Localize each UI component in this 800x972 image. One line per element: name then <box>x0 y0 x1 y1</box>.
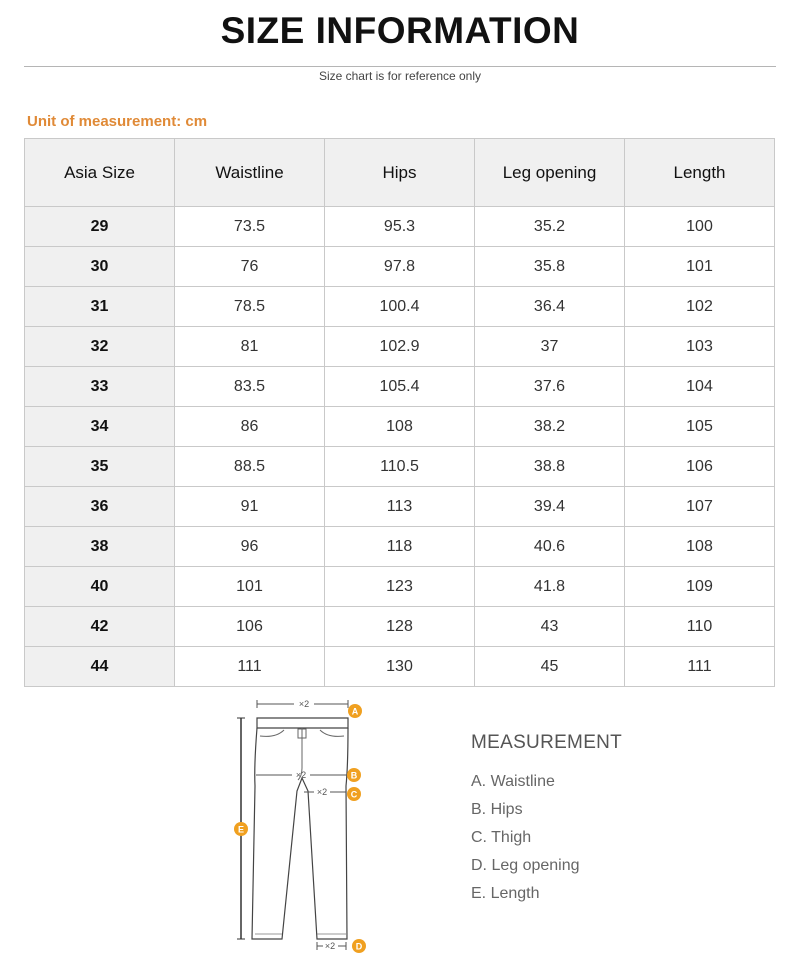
size-cell: 35 <box>25 447 175 487</box>
size-cell: 30 <box>25 247 175 287</box>
svg-text:A: A <box>351 706 359 717</box>
value-cell: 123 <box>325 567 475 607</box>
marker-c <box>347 787 361 801</box>
value-cell: 102.9 <box>325 327 475 367</box>
size-cell: 32 <box>25 327 175 367</box>
value-cell: 37.6 <box>475 367 625 407</box>
measurement-item: A. Waistline <box>471 773 555 790</box>
value-cell: 45 <box>475 647 625 687</box>
marker-d <box>352 939 366 953</box>
size-table <box>24 138 775 687</box>
value-cell: 108 <box>325 407 475 447</box>
table-row <box>25 447 775 487</box>
value-cell: 118 <box>325 527 475 567</box>
value-cell: 110 <box>625 607 775 647</box>
table-row <box>25 247 775 287</box>
value-cell: 95.3 <box>325 207 475 247</box>
value-cell: 40.6 <box>475 527 625 567</box>
table-row <box>25 527 775 567</box>
table-row <box>25 607 775 647</box>
value-cell: 108 <box>625 527 775 567</box>
value-cell: 104 <box>625 367 775 407</box>
value-cell: 38.8 <box>475 447 625 487</box>
size-cell: 38 <box>25 527 175 567</box>
value-cell: 109 <box>625 567 775 607</box>
value-cell: 107 <box>625 487 775 527</box>
table-row <box>25 567 775 607</box>
value-cell: 113 <box>325 487 475 527</box>
svg-text:C: C <box>350 789 358 800</box>
value-cell: 76 <box>175 247 325 287</box>
column-header: Asia Size <box>25 139 175 207</box>
column-header: Length <box>625 139 775 207</box>
value-cell: 97.8 <box>325 247 475 287</box>
title-divider <box>24 66 776 67</box>
multiplier-label: ×2 <box>316 787 328 797</box>
svg-text:E: E <box>237 824 245 835</box>
column-header: Hips <box>325 139 475 207</box>
value-cell: 86 <box>175 407 325 447</box>
table-header-row <box>25 139 775 207</box>
column-header: Waistline <box>175 139 325 207</box>
value-cell: 91 <box>175 487 325 527</box>
size-cell: 31 <box>25 287 175 327</box>
value-cell: 106 <box>625 447 775 487</box>
value-cell: 101 <box>625 247 775 287</box>
table-row <box>25 207 775 247</box>
table-row <box>25 367 775 407</box>
value-cell: 110.5 <box>325 447 475 487</box>
value-cell: 130 <box>325 647 475 687</box>
pants-diagram <box>224 696 384 962</box>
value-cell: 78.5 <box>175 287 325 327</box>
size-cell: 36 <box>25 487 175 527</box>
value-cell: 41.8 <box>475 567 625 607</box>
measurement-item: B. Hips <box>471 801 523 818</box>
value-cell: 101 <box>175 567 325 607</box>
value-cell: 81 <box>175 327 325 367</box>
table-row <box>25 487 775 527</box>
value-cell: 106 <box>175 607 325 647</box>
svg-text:B: B <box>350 770 358 781</box>
value-cell: 35.8 <box>475 247 625 287</box>
value-cell: 43 <box>475 607 625 647</box>
value-cell: 111 <box>175 647 325 687</box>
table-row <box>25 327 775 367</box>
unit-label: Unit of measurement: cm <box>27 113 208 130</box>
value-cell: 103 <box>625 327 775 367</box>
size-cell: 29 <box>25 207 175 247</box>
value-cell: 73.5 <box>175 207 325 247</box>
multiplier-label: ×2 <box>295 770 307 780</box>
measurement-list <box>471 772 580 912</box>
value-cell: 83.5 <box>175 367 325 407</box>
table-body <box>25 207 775 687</box>
value-cell: 105.4 <box>325 367 475 407</box>
measurement-item: E. Length <box>471 885 540 902</box>
multiplier-label: ×2 <box>298 699 310 709</box>
value-cell: 37 <box>475 327 625 367</box>
value-cell: 111 <box>625 647 775 687</box>
table-row <box>25 647 775 687</box>
svg-text:D: D <box>355 941 363 952</box>
measurement-item: C. Thigh <box>471 829 532 846</box>
value-cell: 128 <box>325 607 475 647</box>
value-cell: 35.2 <box>475 207 625 247</box>
table-row <box>25 407 775 447</box>
value-cell: 36.4 <box>475 287 625 327</box>
measurement-title: MEASUREMENT <box>471 732 623 753</box>
size-cell: 34 <box>25 407 175 447</box>
page-title: SIZE INFORMATION <box>220 10 580 51</box>
value-cell: 96 <box>175 527 325 567</box>
reference-note: Size chart is for reference only <box>318 69 482 83</box>
value-cell: 39.4 <box>475 487 625 527</box>
value-cell: 88.5 <box>175 447 325 487</box>
multiplier-label: ×2 <box>324 941 336 951</box>
value-cell: 38.2 <box>475 407 625 447</box>
table-row <box>25 287 775 327</box>
measurement-item: D. Leg opening <box>471 857 580 874</box>
pants-outline <box>257 718 348 728</box>
column-header: Leg opening <box>475 139 625 207</box>
size-cell: 33 <box>25 367 175 407</box>
value-cell: 102 <box>625 287 775 327</box>
size-cell: 44 <box>25 647 175 687</box>
marker-e <box>234 822 248 836</box>
size-cell: 42 <box>25 607 175 647</box>
value-cell: 100.4 <box>325 287 475 327</box>
marker-a <box>348 704 362 718</box>
value-cell: 105 <box>625 407 775 447</box>
marker-b <box>347 768 361 782</box>
value-cell: 100 <box>625 207 775 247</box>
size-cell: 40 <box>25 567 175 607</box>
